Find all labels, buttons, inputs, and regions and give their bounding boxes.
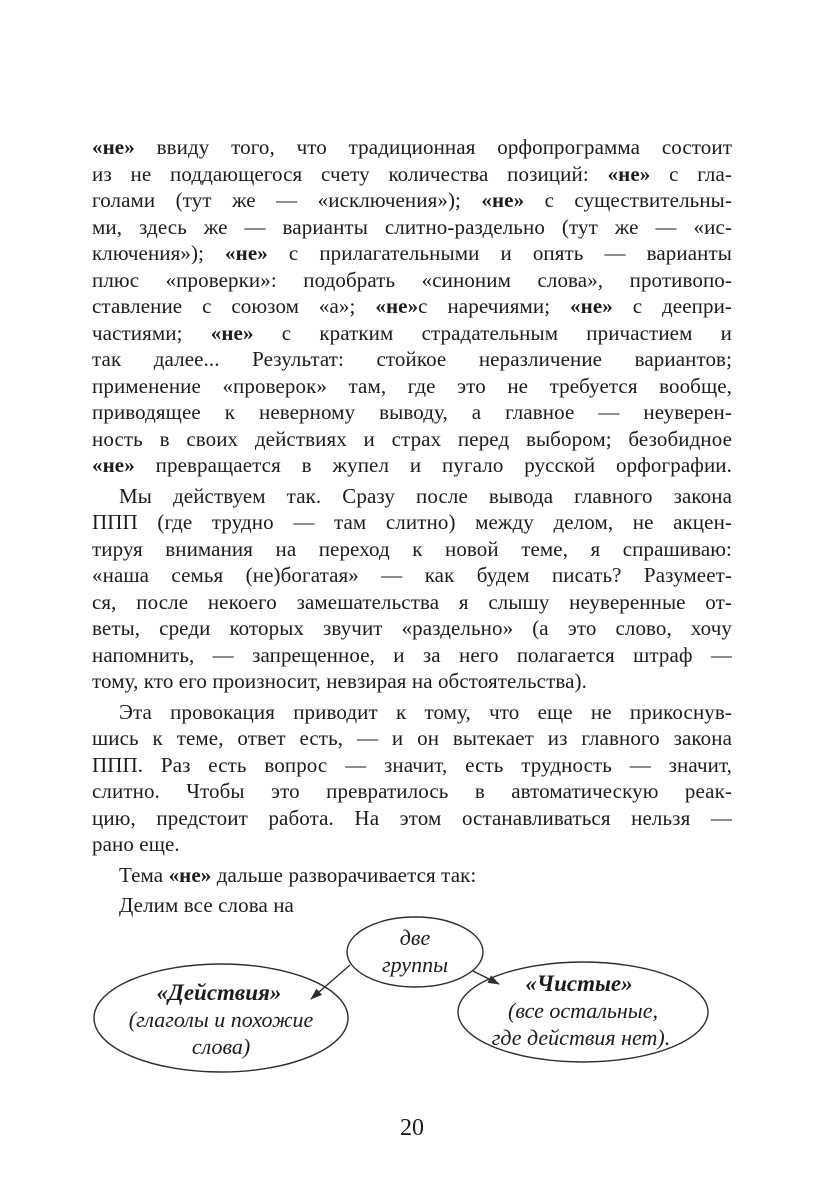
actions-title: «Действия» [156, 980, 282, 1005]
text-line [92, 293, 732, 320]
text-line [92, 699, 732, 726]
text-run: ми, здесь же — варианты слитно-раздельно (тут же — «ис- [92, 214, 732, 239]
text-line [92, 320, 732, 347]
text-line [92, 752, 732, 779]
text-line [92, 509, 732, 536]
two-groups-label-line1: две [399, 925, 431, 950]
body-text [92, 134, 732, 919]
text-run: применение «проверок» там, где это не требуется вообще, [92, 373, 732, 398]
text-run: ся, после некоего замешательства я слышу неуверенные от- [92, 589, 732, 614]
text-run: превращается в жупел и пугало русской орфографии. [134, 453, 732, 477]
text-run: ввиду того, что традиционная орфопрограмма состоит [134, 135, 732, 159]
text-line [92, 214, 732, 241]
bold-text-run: «не» [210, 320, 254, 345]
arrow-to-pure [473, 971, 499, 984]
text-line [92, 346, 732, 373]
text-run: плюс «проверки»: подобрать «синоним слова», противопо- [92, 267, 732, 292]
text-run: ключения»); [92, 241, 226, 265]
text-line [92, 240, 732, 267]
text-line [92, 778, 732, 805]
text-line [92, 805, 732, 832]
text-run: с наречиями; [418, 294, 571, 318]
text-line [92, 562, 732, 589]
text-line [92, 373, 732, 400]
text-run: голами (тут же — «исключения»); [92, 188, 482, 212]
actions-label-line2: слова) [191, 1034, 251, 1059]
text-line [92, 134, 732, 161]
text-run: Эта провокация приводит к тому, что еще не прикоснув- [119, 699, 732, 724]
text-line [92, 452, 732, 479]
text-run: ППП. Раз есть вопрос — значит, есть трудность — значит, [92, 752, 732, 777]
text-line [92, 725, 732, 752]
text-run: Мы действуем так. Сразу после вывода главного закона [119, 483, 732, 508]
text-run: с кратким страдательным причастием и [253, 320, 732, 345]
text-line [92, 831, 732, 858]
pure-label-line1: (все остальные, [508, 998, 658, 1023]
word-groups-diagram [85, 903, 735, 1098]
text-run: ность в своих действиях и страх перед выбором; безобидное [92, 426, 732, 451]
text-run: с деепри- [612, 294, 732, 318]
text-run: слитно. Чтобы это превратилось в автоматическую реак- [92, 779, 732, 803]
text-run: шись к теме, ответ есть, — и он вытекает из главного закона [92, 726, 732, 750]
text-run: с прилагательными и опять — варианты [267, 241, 732, 265]
text-line [92, 642, 732, 669]
text-line [92, 589, 732, 616]
text-run: ППП (где трудно — там слитно) между делом, не акцен- [92, 510, 732, 534]
text-line [92, 267, 732, 294]
text-line [92, 399, 732, 426]
text-line [92, 668, 732, 695]
bold-text-run: «не» [570, 294, 613, 318]
text-run: с гла- [650, 161, 732, 186]
paragraph [92, 483, 732, 695]
text-run: «наша семья (не)богатая» — как будем писать? Разумеет- [92, 563, 732, 587]
text-run: веты, среди которых звучит «раздельно» (а это слово, хочу [92, 616, 732, 640]
text-line [92, 615, 732, 642]
text-run: так далее... Результат: стойкое неразличение вариантов; [92, 347, 732, 371]
page-number: 20 [400, 1115, 424, 1141]
text-run: из не поддающегося счету количества позиций: [92, 161, 608, 186]
bold-text-run: «не» [225, 241, 268, 265]
bold-text-run: «не» [92, 453, 135, 477]
text-run: дальше разворачивается так: [211, 862, 477, 887]
paragraph [92, 862, 732, 889]
text-run: напомнить, — запрещенное, и за него полагается штраф — [92, 642, 732, 667]
actions-label-line1: (глаголы и похожие [128, 1007, 314, 1032]
pure-label-line2: где действия нет). [491, 1025, 671, 1050]
text-run: Тема [119, 862, 169, 887]
text-line [92, 161, 732, 188]
text-run: цию, предстоит работа. На этом останавливаться нельзя — [92, 805, 732, 830]
bold-text-run: «не» [92, 135, 135, 159]
bold-text-run: «не» [481, 188, 525, 212]
text-run: с существительны- [524, 188, 732, 212]
text-line [92, 187, 732, 214]
text-run: тируя внимания на переход к новой теме, я спрашиваю: [92, 536, 732, 561]
text-run: Делим все слова на [119, 893, 294, 917]
text-line [92, 536, 732, 563]
text-run: ставление с союзом «а»; [92, 294, 376, 318]
paragraph [92, 699, 732, 858]
bold-text-run: «не» [168, 862, 212, 887]
text-line [92, 483, 732, 510]
paragraph [92, 134, 732, 479]
text-run: рано еще. [92, 832, 180, 856]
bold-text-run: «не» [607, 161, 651, 186]
text-line [92, 426, 732, 453]
pure-title: «Чистые» [525, 971, 633, 996]
text-line [92, 862, 732, 889]
text-run: частиями; [92, 320, 211, 345]
bold-text-run: «не» [375, 294, 419, 318]
two-groups-label-line2: группы [382, 952, 448, 977]
text-run: приводящее к неверному выводу, а главное — неуверен- [92, 400, 732, 424]
text-run: тому, кто его произносит, невзирая на обстоятельства). [92, 669, 587, 693]
